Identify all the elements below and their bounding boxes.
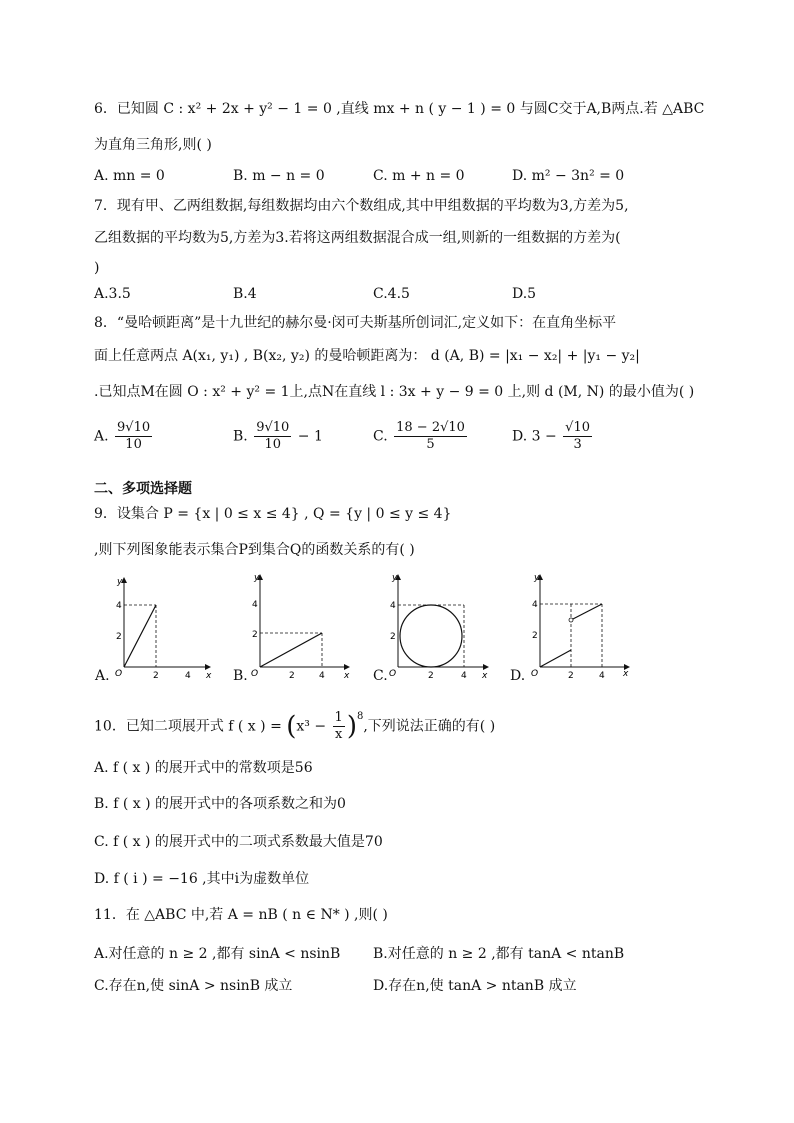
q9-graph-d	[525, 570, 635, 682]
fraction-numerator: 1	[334, 710, 343, 726]
y-tick-4: 4	[390, 601, 396, 611]
axis-y-label: y	[534, 573, 540, 583]
q8-option-a-prefix: A.	[94, 428, 114, 445]
q8-option-b	[233, 420, 323, 453]
q8-stem-line2: 面上任意两点 A(x₁, y₁) , B(x₂, y₂) 的曼哈顿距离为： d (A, B) = |x₁ − x₂| + |y₁ − y₂|	[94, 348, 640, 364]
q9-label-b: B.	[233, 668, 248, 684]
axis-x-label: x	[344, 671, 350, 681]
q10-exponent: 8	[356, 711, 364, 722]
q8-option-c-fraction	[394, 420, 467, 453]
q8-option-d	[512, 420, 594, 453]
y-tick-2: 2	[252, 630, 258, 640]
q7-option-c: C.4.5	[373, 286, 410, 302]
q7-option-b: B.4	[233, 286, 257, 302]
q9-label-d: D.	[510, 668, 526, 684]
q8-option-b-fraction	[254, 420, 291, 453]
q8-stem-line3: .已知点M在圆 O : x² + y² = 1上,点N在直线 l : 3x + y − 9 = 0 上,则 d (M, N) 的最小值为( )	[94, 384, 695, 400]
q7-option-d: D.5	[512, 286, 537, 302]
y-tick-2: 2	[116, 632, 122, 642]
fraction-denominator: 10	[264, 437, 282, 452]
axis-y-label: y	[392, 573, 398, 583]
q9-graph-a	[106, 570, 216, 682]
fraction-denominator: 10	[125, 437, 142, 452]
q7-option-a: A.3.5	[94, 286, 131, 302]
q6-option-d: D. m² − 3n² = 0	[512, 168, 625, 184]
x-tick-2: 2	[289, 671, 295, 681]
x-tick-2: 2	[568, 671, 574, 681]
q10-option-c: C. f ( x ) 的展开式中的二项式系数最大值是70	[94, 834, 383, 850]
q8-option-b-prefix: B.	[233, 428, 253, 445]
q9-label-c: C.	[373, 668, 388, 684]
fraction-denominator: 5	[426, 437, 435, 452]
origin-label: O	[389, 669, 397, 679]
x-tick-2: 2	[428, 671, 434, 681]
fraction-denominator: x	[335, 727, 343, 743]
q11-option-b: B.对任意的 n ≥ 2 ,都有 tanA < ntanB	[373, 946, 625, 962]
q7-stem-line2: 乙组数据的平均数为5,方差为3.若将这两组数据混合成一组,则新的一组数据的方差为(	[94, 230, 621, 246]
q6-stem-line2: 为直角三角形,则( )	[94, 137, 212, 153]
y-tick-4: 4	[252, 600, 258, 610]
q6-option-c: C. m + n = 0	[373, 168, 465, 184]
q8-option-c	[373, 420, 469, 453]
q11-option-a: A.对任意的 n ≥ 2 ,都有 sinA < nsinB	[94, 946, 341, 962]
x-tick-4: 4	[185, 671, 191, 681]
q7-stem-line1: 7．现有甲、乙两组数据,每组数据均由六个数组成,其中甲组数据的平均数为3,方差为5,	[94, 198, 629, 214]
fraction-numerator: 18 − 2√10	[396, 420, 465, 435]
q11-stem: 11．在 △ABC 中,若 A = nB ( n ∈ N* ) ,则( )	[94, 907, 388, 923]
q9-graph-c	[384, 570, 494, 682]
q8-option-d-fraction	[563, 420, 592, 453]
q6-option-a: A. mn = 0	[94, 168, 165, 184]
fraction-numerator: √10	[565, 420, 590, 435]
q11-option-d: D.存在n,使 tanA > ntanB 成立	[373, 978, 577, 994]
y-tick-2: 2	[390, 632, 396, 642]
q8-option-a-fraction	[115, 420, 152, 453]
q8-option-b-suffix: − 1	[293, 428, 323, 445]
x-tick-4: 4	[599, 671, 605, 681]
paren-right: )	[346, 711, 357, 742]
section-title-multiple-choice: 二、多项选择题	[94, 481, 192, 497]
origin-label: O	[531, 669, 539, 679]
q6-stem-line1: 6．已知圆 C : x² + 2x + y² − 1 = 0 ,直线 mx + n ( y − 1 ) = 0 与圆C交于A,B两点.若 △ABC	[94, 101, 705, 117]
y-tick-2: 2	[532, 631, 538, 641]
origin-label: O	[251, 669, 259, 679]
y-tick-4: 4	[532, 600, 538, 610]
paren-left: (	[286, 711, 297, 742]
axis-y-label: y	[254, 573, 260, 583]
q7-stem-line3: )	[94, 260, 100, 276]
q8-option-d-prefix: D. 3 −	[512, 428, 562, 445]
fraction-numerator: 9√10	[256, 420, 290, 435]
q10-base-term: x³ −	[296, 718, 331, 735]
q11-option-c: C.存在n,使 sinA > nsinB 成立	[94, 978, 293, 994]
axis-x-label: x	[206, 671, 212, 681]
x-tick-2: 2	[153, 671, 159, 681]
q10-option-a: A. f ( x ) 的展开式中的常数项是56	[94, 760, 313, 776]
q8-option-a	[94, 420, 154, 453]
q10-option-d: D. f ( i ) = −16 ,其中i为虚数单位	[94, 871, 310, 887]
q10-stem	[94, 706, 495, 744]
q10-fraction	[333, 710, 345, 743]
q10-stem-prefix: 10．已知二项展开式 f ( x ) =	[94, 718, 287, 735]
q9-stem-line2: ,则下列图象能表示集合P到集合Q的函数关系的有( )	[94, 542, 415, 558]
axis-x-label: x	[482, 671, 488, 681]
x-tick-4: 4	[461, 671, 467, 681]
axis-y-label: y	[117, 577, 123, 587]
x-tick-4: 4	[319, 671, 325, 681]
q10-stem-suffix: ,下列说法正确的有( )	[363, 718, 496, 735]
q8-stem-line1: 8．“曼哈顿距离”是十九世纪的赫尔曼·闵可夫斯基所创词汇,定义如下：在直角坐标平	[94, 315, 617, 331]
q8-option-c-prefix: C.	[373, 428, 393, 445]
q9-graph-b	[245, 570, 355, 682]
origin-label: O	[115, 669, 123, 679]
q9-label-a: A.	[95, 668, 110, 684]
q6-option-b: B. m − n = 0	[233, 168, 325, 184]
fraction-denominator: 3	[573, 437, 582, 452]
fraction-numerator: 9√10	[117, 420, 151, 435]
q9-stem-line1: 9．设集合 P = {x | 0 ≤ x ≤ 4} , Q = {y | 0 ≤ y ≤ 4}	[94, 506, 452, 522]
axis-x-label: x	[623, 669, 629, 679]
q10-option-b: B. f ( x ) 的展开式中的各项系数之和为0	[94, 796, 346, 812]
y-tick-4: 4	[116, 601, 122, 611]
